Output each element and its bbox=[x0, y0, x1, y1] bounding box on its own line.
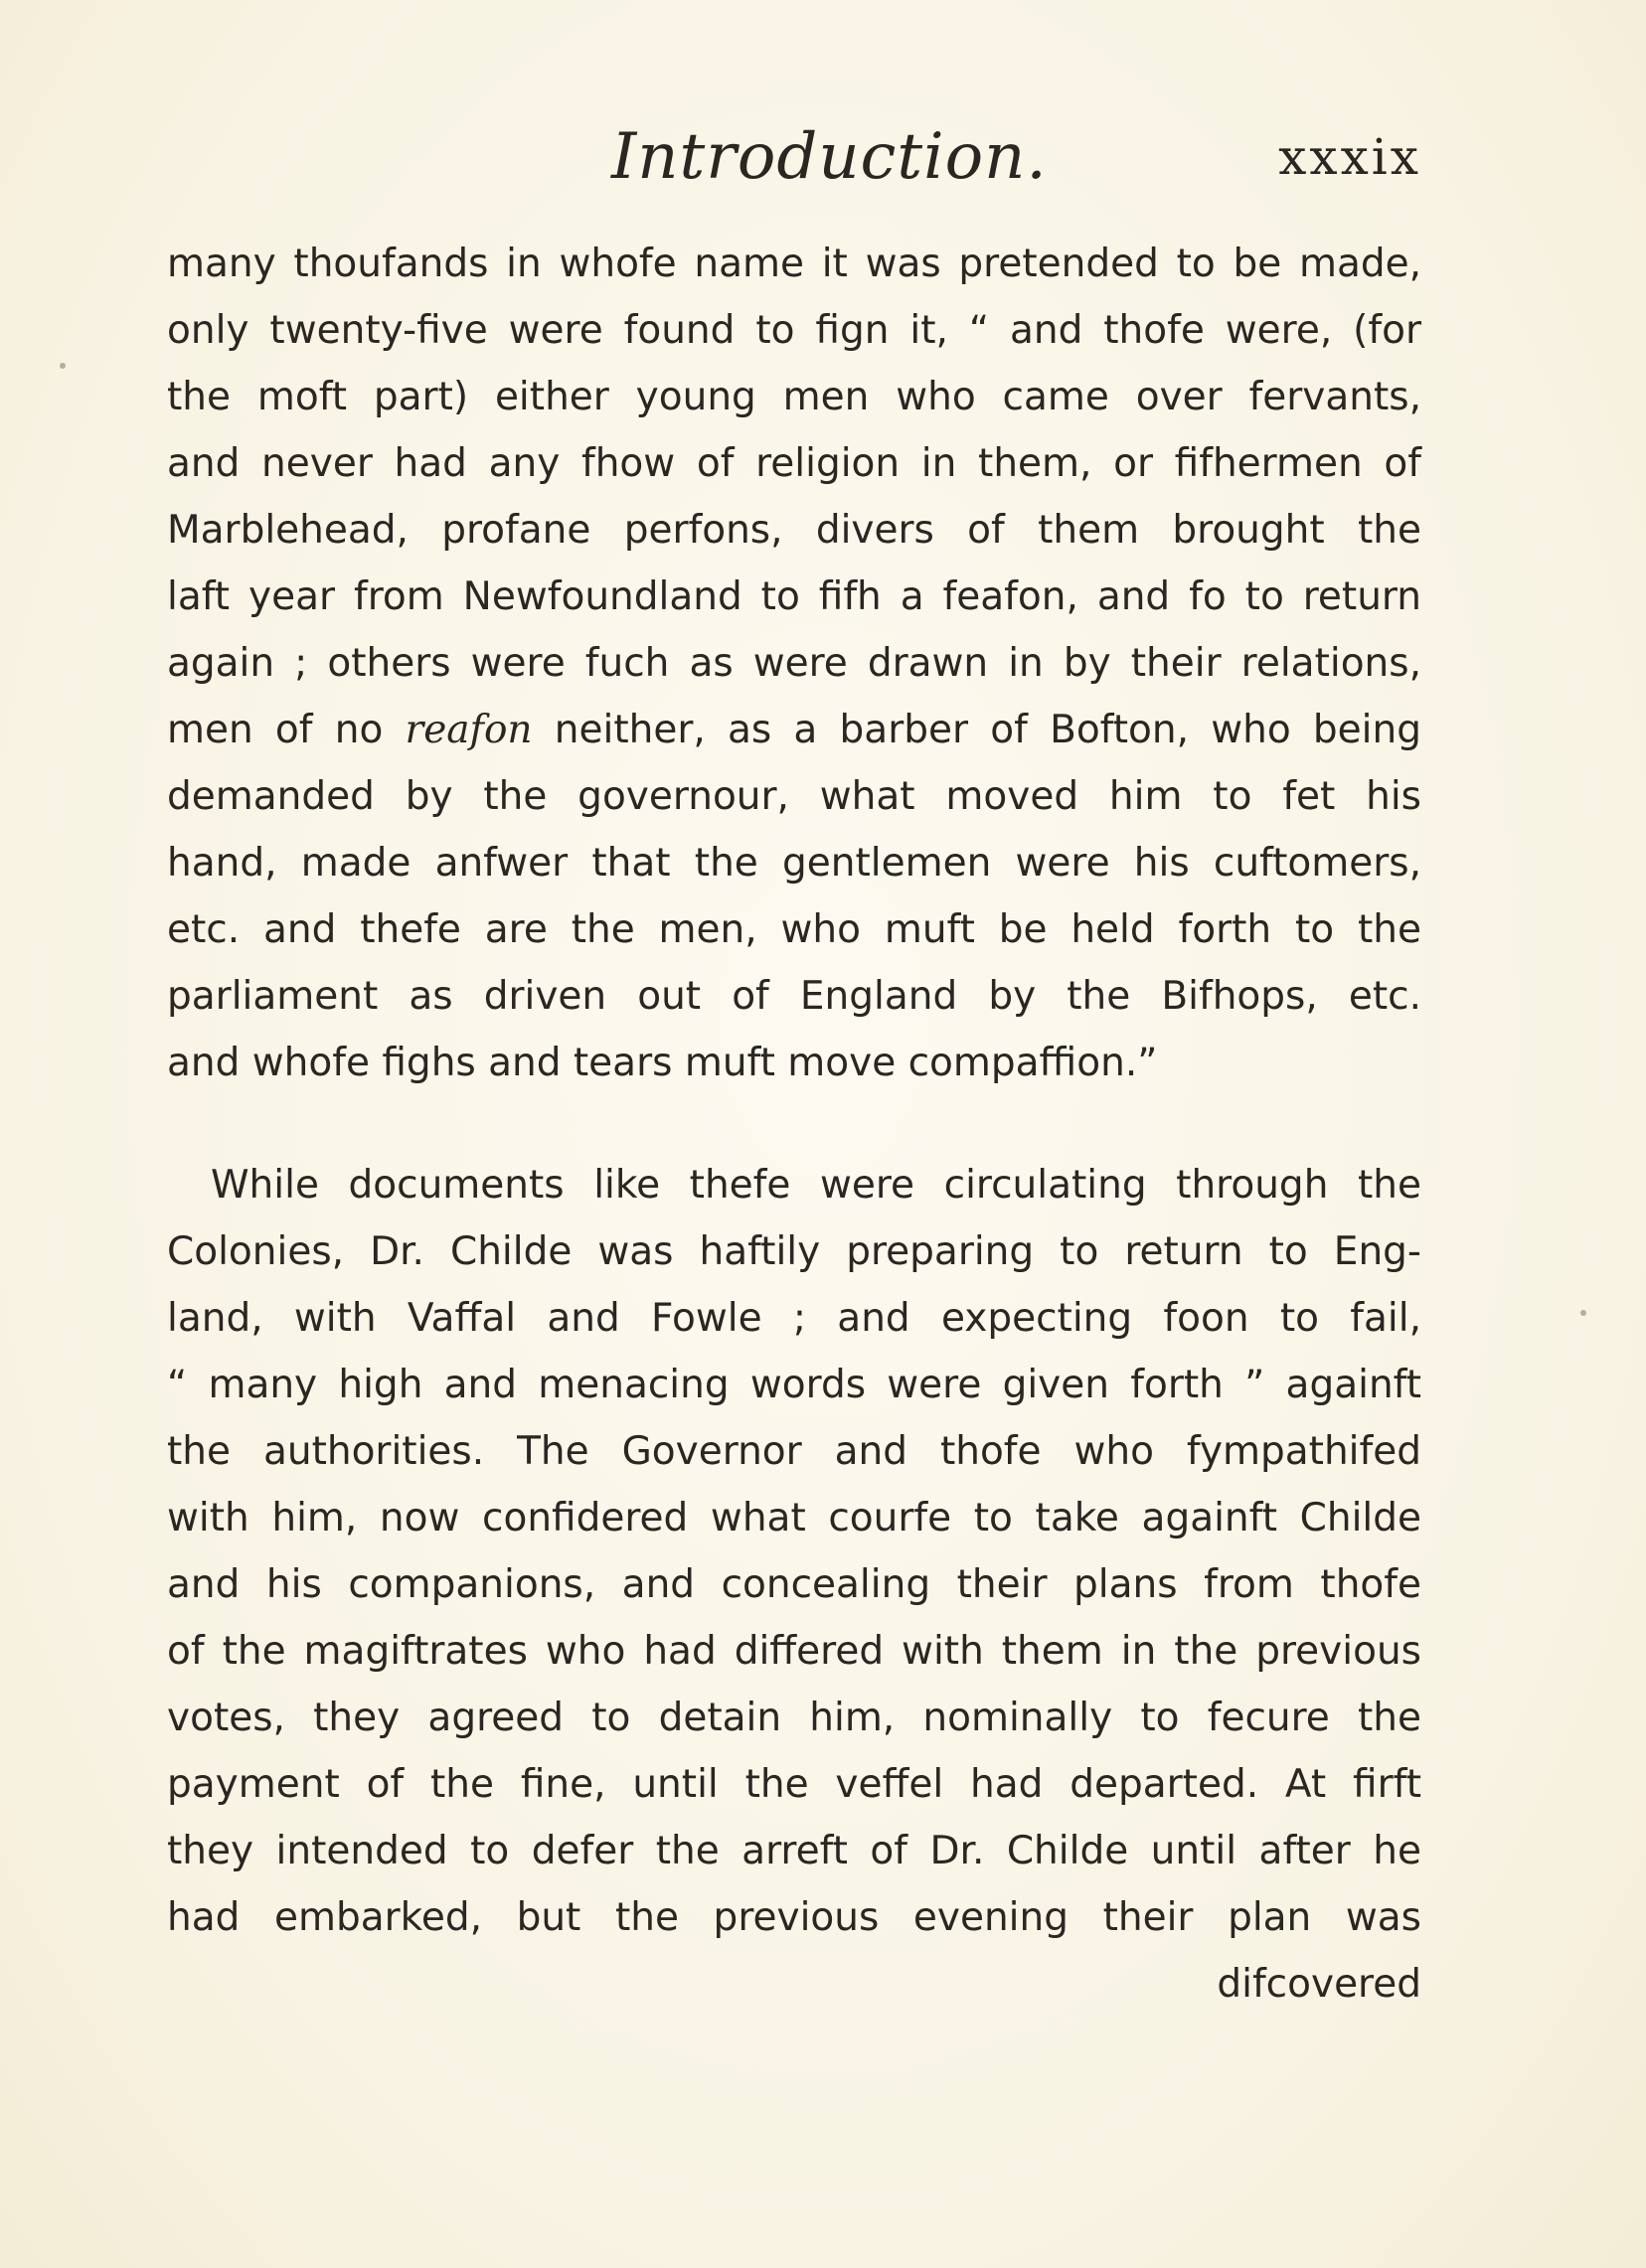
text-line: land, with Vaffal and Fowle ; and expecting foon to fail, bbox=[167, 1296, 1421, 1341]
text-line: laft year from Newfoundland to fifh a feafon, and fo to return bbox=[167, 574, 1421, 619]
running-title: Introduction. bbox=[611, 120, 1048, 194]
text-line: “ many high and menacing words were given forth ” againft bbox=[167, 1363, 1421, 1407]
text-line: with him, now confidered what courfe to take againft Childe bbox=[167, 1496, 1421, 1540]
page-number: xxxix bbox=[1278, 128, 1421, 186]
paper-speck bbox=[60, 363, 66, 369]
text-line: many thoufands in whofe name it was pretended to be made, bbox=[167, 242, 1421, 286]
text-line: and his companions, and concealing their plans from thofe bbox=[167, 1562, 1421, 1607]
text-line: had embarked, but the previous evening their plan was bbox=[167, 1895, 1421, 1940]
paragraph-2 bbox=[167, 1152, 1421, 2018]
paragraph-gap bbox=[167, 1096, 1421, 1152]
text-segment: men of no bbox=[167, 708, 406, 752]
catchword: difcovered bbox=[1217, 1962, 1421, 2007]
body-text bbox=[167, 231, 1421, 2018]
text-line: again ; others were fuch as were drawn in by their relations, bbox=[167, 641, 1421, 686]
text-line: only twenty-five were found to fign it, “ and thofe were, (for bbox=[167, 308, 1421, 353]
text-line: of the magiftrates who had differed with them in the previous bbox=[167, 1629, 1421, 1674]
text-line: hand, made anfwer that the gentlemen were his cuftomers, bbox=[167, 841, 1421, 886]
paragraph-1 bbox=[167, 231, 1421, 1096]
text-line: parliament as driven out of England by the Bifhops, etc. bbox=[167, 974, 1421, 1019]
text-line: While documents like thefe were circulating through the bbox=[211, 1163, 1421, 1208]
text-line: etc. and thefe are the men, who muft be held forth to the bbox=[167, 907, 1421, 952]
text-line: the moft part) either young men who came over fervants, bbox=[167, 375, 1421, 419]
text-line: they intended to defer the arreft of Dr. Childe until after he bbox=[167, 1829, 1421, 1873]
text-segment: neither, as a barber of Bofton, who being bbox=[532, 708, 1421, 752]
text-line: votes, they agreed to detain him, nominally to fecure the bbox=[167, 1696, 1421, 1740]
text-line: Colonies, Dr. Childe was haftily preparing to return to Eng- bbox=[167, 1229, 1421, 1274]
running-head bbox=[167, 117, 1421, 197]
text-line: and whofe fighs and tears muft move compaffion.” bbox=[167, 1041, 1158, 1085]
text-line: payment of the fine, until the veffel had departed. At firft bbox=[167, 1762, 1421, 1807]
text-line: Marblehead, profane perfons, divers of them brought the bbox=[167, 508, 1421, 553]
paper-speck bbox=[1580, 1310, 1586, 1316]
text-line: demanded by the governour, what moved him to fet his bbox=[167, 774, 1421, 819]
text-line: the authorities. The Governor and thofe who fympathifed bbox=[167, 1429, 1421, 1474]
text-line: and never had any fhow of religion in them, or fifhermen of bbox=[167, 441, 1421, 486]
italic-word: reafon bbox=[405, 708, 533, 752]
text-line bbox=[167, 697, 1421, 763]
